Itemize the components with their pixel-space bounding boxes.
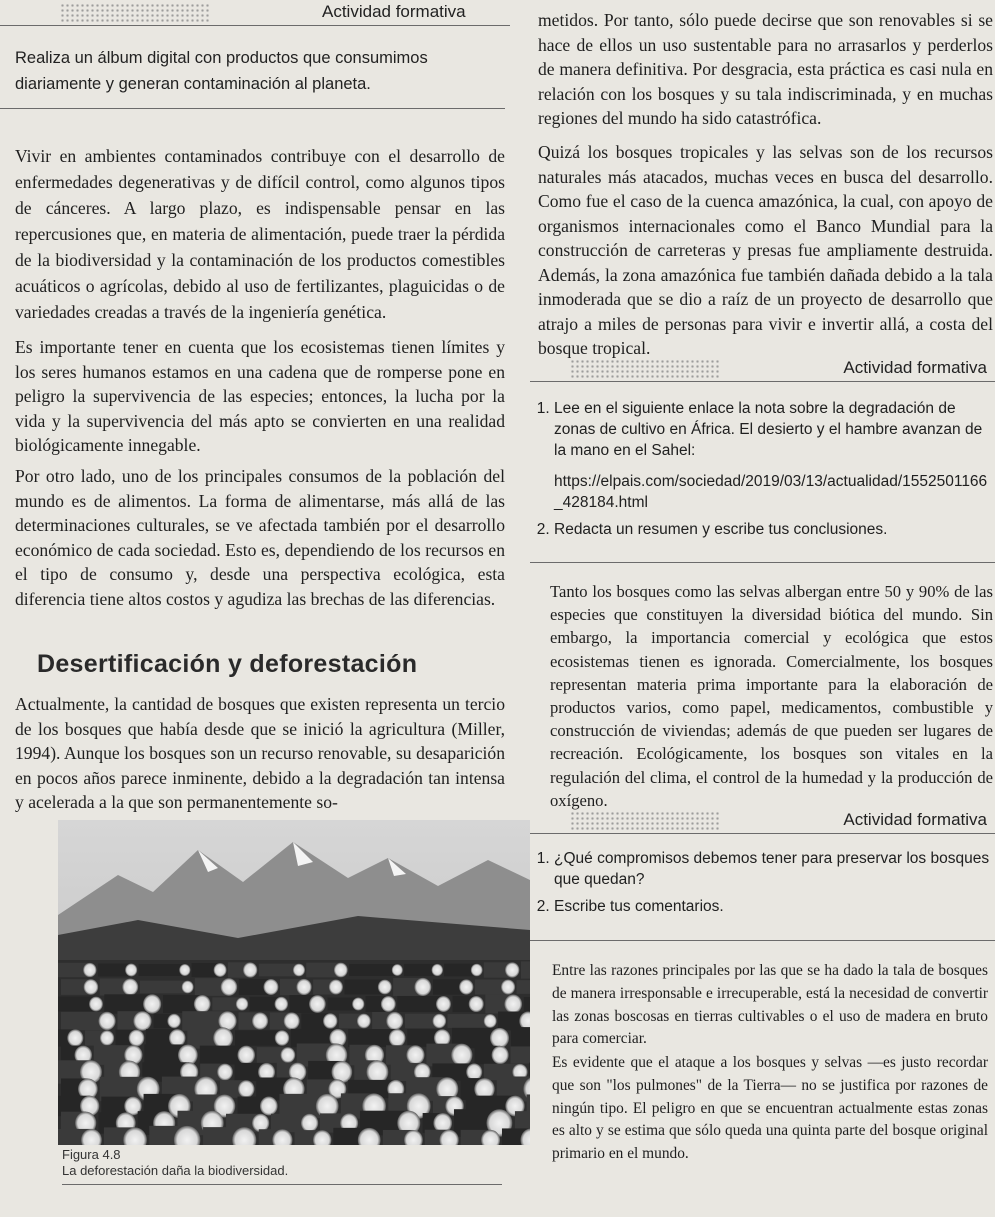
right-paragraph-4: Entre las razones principales por las que se ha dado la tala de bosques de manera irresponsable e irrecuperable, está la necesidad de convertir las zonas boscosas en tierras cultivables o el uso de madera en bruto para comerciar. xyxy=(552,962,988,1048)
log-end xyxy=(378,980,392,995)
activity-banner-2 xyxy=(530,356,995,382)
paragraph-2: Es importante tener en cuenta que los ecosistemas tienen límites y los seres humanos estamos en una cadena que de romperse pone en peligro la supervivencia de las especies; entonces, la lucha por la vida y la supervivencia del más apto se convierten en una realidad biológicamente innegable. xyxy=(15,337,505,455)
log-end xyxy=(293,964,305,977)
log-end xyxy=(484,1014,497,1028)
log-end xyxy=(309,995,326,1013)
log-end xyxy=(143,994,161,1013)
right-paragraph-2: Quizá los bosques tropicales y las selvas son de los recursos naturales más atacados, muchas veces en busca del desarrollo. Como fue el caso de la cuenca amazónica, la cual, con apoyo de organismos internacionales como el Banco Mundial para la construcción de carreteras y presas fue ampliamente destruida. Además, la zona amazónica fue también dañada debido a la tala inmoderada que se dio a raíz de un proyecto de desarrollo que atrajo a miles de personas para vivir e invertir allá, a costa del bosque tropical. xyxy=(538,142,993,358)
log-end xyxy=(243,962,257,977)
log-pile-illustration xyxy=(58,820,530,1145)
log-body xyxy=(138,964,184,976)
log-end xyxy=(436,996,451,1012)
banner-dot-pattern xyxy=(570,359,720,379)
banner-title: Actividad formativa xyxy=(322,2,466,21)
activity-2-item-2 xyxy=(554,519,994,540)
log-end xyxy=(67,1029,83,1046)
log-end xyxy=(89,997,103,1012)
log-body xyxy=(349,964,397,976)
figure-label: Figura 4.8 xyxy=(62,1147,121,1162)
log-end xyxy=(392,964,403,976)
log-end xyxy=(213,1027,233,1048)
log-end xyxy=(466,1063,482,1080)
log-end xyxy=(334,963,348,978)
log-end xyxy=(471,964,483,977)
log-end xyxy=(238,1080,255,1098)
activity-banner-3 xyxy=(530,808,995,834)
log-end xyxy=(182,981,194,994)
log-end xyxy=(381,996,396,1012)
log-end xyxy=(83,963,96,977)
log-end xyxy=(129,1030,145,1047)
log-end xyxy=(469,996,484,1012)
log-end xyxy=(98,1012,115,1030)
paragraph-3: Por otro lado, uno de los principales consumos de la población del mundo es de alimentos. La forma de alimentarse, más allá de las determinaciones culturales, se ve afectada también por el desarrollo económico de cada sociedad. Esto es, dependiendo de los recursos en el tipo de consumo y, desde una perspectiva ecológica, esta diferencia tiene altos costos y agudiza las brechas de las diferencias. xyxy=(15,466,505,609)
deforestation-photo xyxy=(58,820,530,1145)
log-end xyxy=(301,1114,318,1132)
log-end xyxy=(490,1028,509,1048)
log-end xyxy=(432,1014,446,1029)
log-end xyxy=(406,1045,424,1064)
log-end xyxy=(237,1046,255,1065)
log-end xyxy=(125,964,137,977)
log-end xyxy=(280,1047,295,1063)
log-end xyxy=(263,979,278,995)
right-paragraph-5: Es evidente que el ataque a los bosques y selvas —es justo recordar que son "los pulmones" de la Tierra— no se justifica por razones de ningún tipo. El peligro en que se encuentran actualmente estas zonas es alto y se estima que sólo queda una quinta parte del bosque original primario en el mundo. xyxy=(552,1054,988,1163)
log-end xyxy=(414,978,431,996)
log-end xyxy=(214,963,227,977)
log-end xyxy=(122,978,138,995)
log-end xyxy=(236,997,248,1010)
log-body xyxy=(510,1046,530,1063)
log-body xyxy=(517,980,530,994)
banner-title: Actividad formativa xyxy=(843,358,987,377)
right-paragraph-3: Tanto los bosques como las selvas albergan entre 50 y 90% de las especies que constituyen la diversidad biótica del mundo. Sin embargo, la importancia comercial y ecológica que estos ecosistemas tienen es ignorada. Comercialmente, los bosques representan materia prima importante para la elaboración de productos varios, como papel, medicamentos, combustible y construcción de viviendas; además de que pueden ser lugares de recreación. Ecológicamente, los bosques son vitales en la regulación del clima, el control de la humedad y la producción de oxígeno. xyxy=(550,582,993,810)
activity-1-rule xyxy=(0,108,505,109)
log-end xyxy=(221,978,238,996)
log-end xyxy=(504,995,522,1014)
activity-3-item-2: 2. Escribe tus comentarios. xyxy=(554,896,994,917)
activity-2-rule xyxy=(530,562,995,563)
banner-dot-pattern xyxy=(60,3,210,23)
paragraph-1: Vivir en ambientes contaminados contribuye con el desarrollo de enfermedades degenerativas y de difícil control, como algunos tipos de cánceres. A largo plazo, es indispensable pensar en las repercusiones que, en materia de alimentación, puede traer la pérdida de la biodiversidad y la contaminación de los productos comestibles acuáticos o agrícolas, debido al uso de fertilizantes, plaguicidas o de variedades creadas a través de la ingeniería genética. xyxy=(15,146,505,322)
right-paragraph-1: metidos. Por tanto, sólo puede decirse que son renovables si se hace de ellos un uso sustentable para no arrasarlos y perderlos de manera definitiva. Por desgracia, esta práctica es casi nula en relación con los bosques y su tala indiscriminada, y en muchas regiones del mundo ha sido catastrófica. xyxy=(538,10,993,128)
activity-2-list xyxy=(532,398,994,546)
log-end xyxy=(217,1064,233,1081)
log-end xyxy=(84,979,99,995)
log-end xyxy=(329,979,343,994)
log-body xyxy=(521,961,530,978)
figure-caption: La deforestación daña la biodiversidad. xyxy=(62,1163,289,1178)
log-end xyxy=(389,1029,406,1047)
log-end xyxy=(323,1013,337,1028)
log-end xyxy=(169,1029,186,1047)
log-end xyxy=(357,1014,371,1029)
log-end xyxy=(100,1030,114,1045)
log-end xyxy=(194,995,211,1013)
log-end xyxy=(505,962,519,977)
banner-rule xyxy=(530,381,995,382)
log-end xyxy=(275,1030,290,1045)
log-body xyxy=(524,997,530,1011)
log-body xyxy=(140,981,188,994)
activity-2-item-1-text: Lee en el siguiente enlace la nota sobre la degradación de zonas de cultivo en África. El desierto y el hambre avanzan de la mano en el Sahel: xyxy=(554,400,983,459)
log-end xyxy=(432,964,443,976)
article-link[interactable]: https://elpais.com/sociedad/2019/03/13/actualidad/1552501166_428184.html xyxy=(554,473,988,511)
log-end xyxy=(386,1012,403,1030)
banner-rule xyxy=(0,25,510,26)
log-body xyxy=(511,1027,530,1049)
log-end xyxy=(284,1012,300,1029)
log-end xyxy=(459,979,473,994)
log-end xyxy=(501,979,515,994)
log-end xyxy=(275,997,289,1011)
caption-rule xyxy=(62,1184,502,1185)
log-end xyxy=(252,1012,268,1029)
activity-banner-1 xyxy=(0,0,510,26)
log-end xyxy=(352,997,364,1010)
log-end xyxy=(296,979,311,995)
section-heading: Desertificación y deforestación xyxy=(37,650,418,678)
log-end xyxy=(133,1011,151,1031)
banner-dot-pattern xyxy=(570,811,720,831)
section-paragraph: Actualmente, la cantidad de bosques que existen representa un tercio de los bosques que había desde que se inició la agricultura (Miller, 1994). Aunque los bosques son un recurso renovable, su desaparición en pocos años parece inminente, debido a la degradación tan intensa y acelerada a la que son permanentemente so- xyxy=(15,694,505,812)
activity-3-item-1: 1. ¿Qué compromisos debemos tener para preservar los bosques que quedan? xyxy=(554,848,994,890)
activity-3-list xyxy=(532,848,994,923)
banner-title: Actividad formativa xyxy=(843,810,987,829)
banner-rule xyxy=(530,833,995,834)
log-end xyxy=(451,1044,472,1067)
log-end xyxy=(492,1046,509,1064)
activity-3-rule xyxy=(530,940,995,941)
activity-1-text: Realiza un álbum digital con productos que consumimos diariamente y generan contaminación al planeta. xyxy=(15,49,428,93)
log-end xyxy=(167,1014,180,1028)
log-end xyxy=(179,964,190,976)
activity-2-item-1 xyxy=(554,398,994,513)
log-end xyxy=(260,1097,278,1116)
activity-2-item-2-text: Redacta un resumen y escribe tus conclusiones. xyxy=(554,521,888,538)
